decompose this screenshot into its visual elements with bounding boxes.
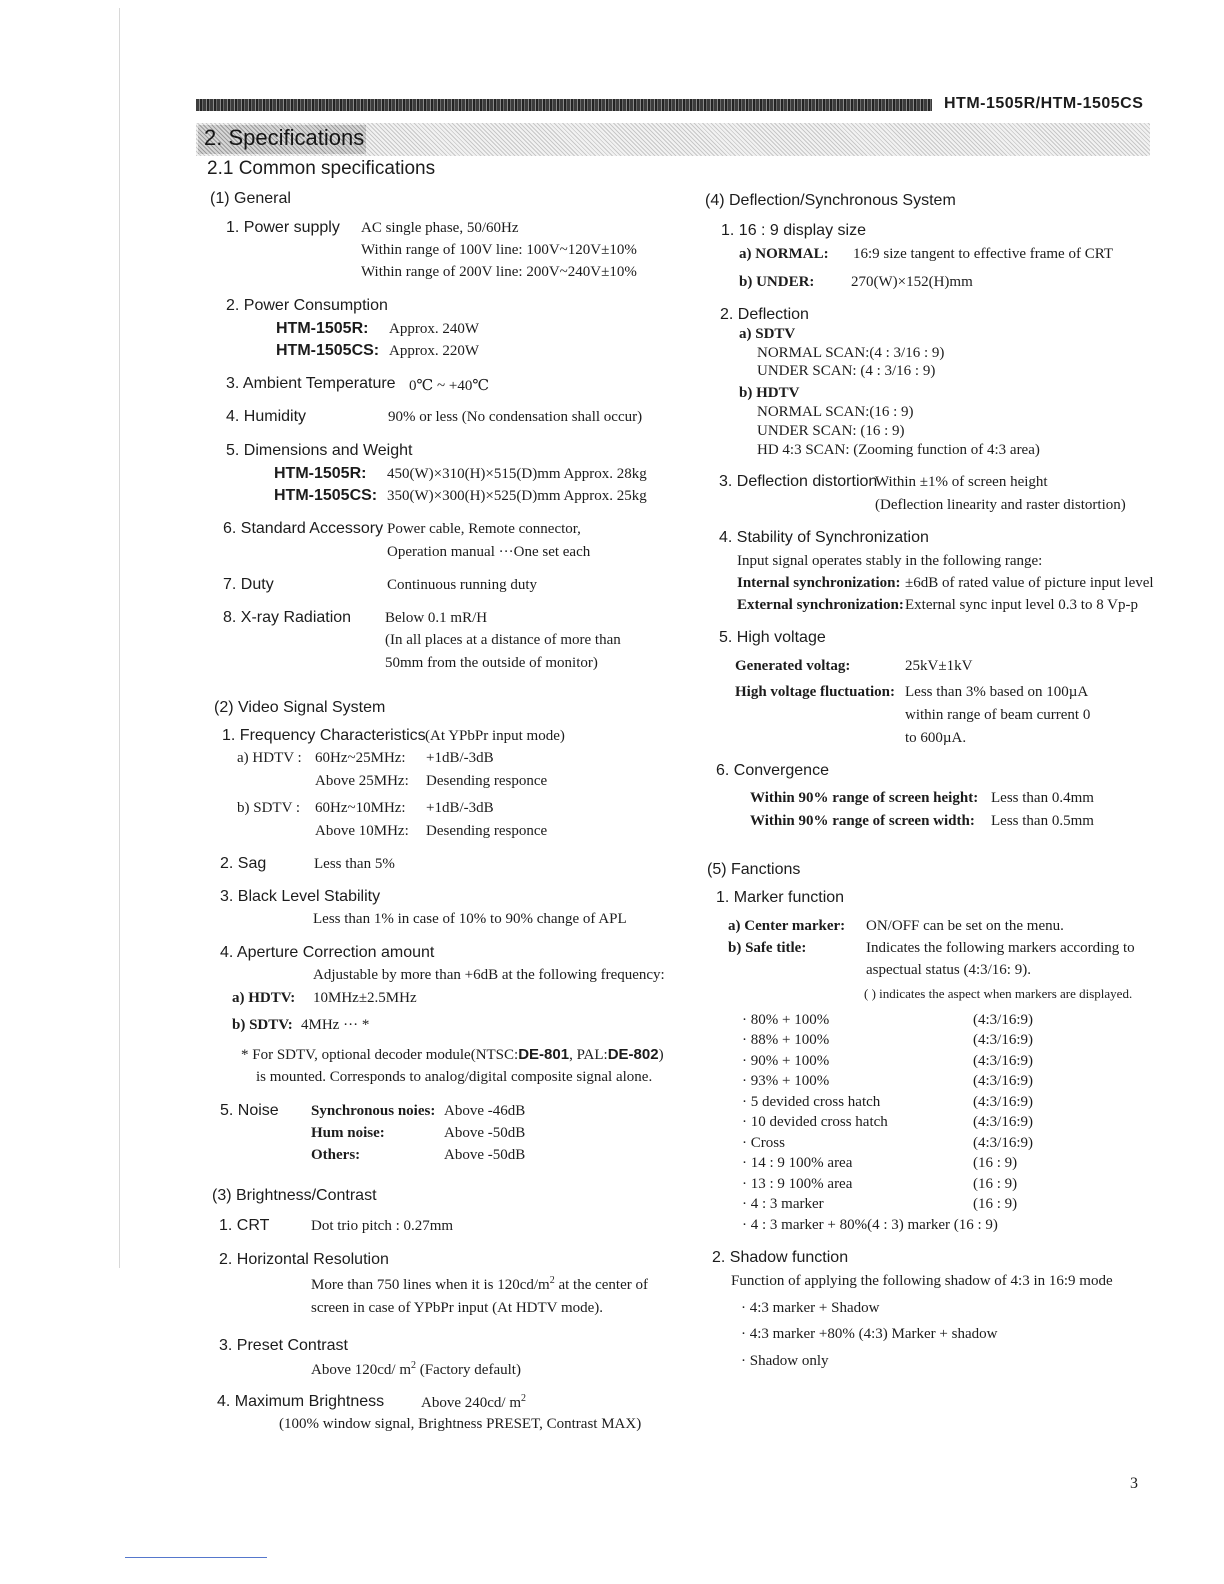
freq-sdtv-label: b) SDTV :: [237, 800, 301, 816]
freq-label: 1. Frequency Characteristics: [222, 727, 426, 744]
shadow-item-3: · Shadow only: [741, 1353, 829, 1369]
header-dark-bar: [196, 99, 932, 111]
functions-heading: (5) Fanctions: [707, 861, 801, 878]
convergence-height-value: Less than 0.4mm: [991, 790, 1094, 806]
deflection-hdtv-label: b) HDTV: [739, 385, 800, 401]
decoder-ntsc-model: DE-801: [518, 1046, 570, 1063]
power-supply-line3: Within range of 200V line: 200V~240V±10%: [361, 264, 637, 280]
xray-label: 8. X-ray Radiation: [223, 609, 352, 626]
max-brightness-text: Above 240cd/ m: [421, 1395, 521, 1411]
max-brightness-value: [421, 1393, 526, 1412]
shadow-item-2: · 4:3 marker +80% (4:3) Marker + shadow: [741, 1326, 998, 1342]
dimensions-value-r: 450(W)×310(H)×515(D)mm Approx. 28kg: [387, 466, 647, 482]
humidity-label: 4. Humidity: [226, 408, 307, 425]
scan-margin-line: [119, 8, 120, 1268]
accessory-label: 6. Standard Accessory: [223, 520, 384, 537]
model-header: HTM-1505R/HTM-1505CS: [944, 95, 1144, 112]
deflection-label: 2. Deflection: [720, 306, 809, 323]
external-sync-label: External synchronization:: [737, 597, 904, 613]
freq-sdtv-value1: +1dB/-3dB: [426, 800, 494, 816]
sag-label: 2. Sag: [220, 855, 267, 872]
humidity-value: 90% or less (No condensation shall occur): [388, 409, 643, 425]
noise-others-label: Others:: [311, 1147, 361, 1163]
power-supply-label: 1. Power supply: [226, 219, 340, 236]
generated-voltage-label: Generated voltag:: [735, 658, 851, 674]
duty-label: 7. Duty: [223, 576, 274, 593]
brightness-heading: (3) Brightness/Contrast: [212, 1187, 377, 1204]
max-brightness-label: 4. Maximum Brightness: [217, 1393, 385, 1410]
freq-sdtv-range1: 60Hz~10MHz:: [315, 800, 406, 816]
aperture-hdtv-value: 10MHz±2.5MHz: [313, 990, 417, 1006]
marker-item-name: · 88% + 100%: [742, 1032, 830, 1048]
general-heading: (1) General: [210, 190, 291, 207]
power-consumption-value-r: Approx. 240W: [389, 321, 479, 337]
black-level-label: 3. Black Level Stability: [220, 888, 381, 905]
preset-contrast-text: Above 120cd/ m: [311, 1362, 411, 1378]
marker-item-name: · 93% + 100%: [742, 1073, 830, 1089]
marker-item-name: · 10 devided cross hatch: [742, 1114, 888, 1130]
preset-contrast-tail: (Factory default): [415, 1362, 521, 1378]
section-title: 2. Specifications: [204, 125, 365, 150]
noise-others-value: Above -50dB: [444, 1147, 526, 1163]
hres-line1: [311, 1275, 648, 1294]
aperture-note-text-a: * For SDTV, optional decoder module(NTSC:: [241, 1047, 519, 1063]
shadow-function-line1: Function of applying the following shadow of 4:3 in 16:9 mode: [731, 1273, 1113, 1289]
marker-item-aspect: (4:3/16:9): [973, 1053, 1033, 1069]
marker-item-aspect: (4:3/16:9): [973, 1073, 1033, 1089]
freq-hdtv-value1: +1dB/-3dB: [426, 750, 494, 766]
freq-note: (At YPbPr input mode): [425, 728, 565, 744]
deflection-hdtv-hd43: HD 4:3 SCAN: (Zooming function of 4:3 area): [757, 442, 1040, 458]
black-level-value: Less than 1% in case of 10% to 90% change of APL: [313, 911, 627, 927]
marker-item-name: · 90% + 100%: [742, 1053, 830, 1069]
hres-line1-tail: at the center of: [554, 1277, 648, 1293]
preset-contrast-value: [311, 1360, 521, 1379]
deflection-sdtv-normal: NORMAL SCAN:(4 : 3/16 : 9): [757, 345, 945, 361]
deflection-hdtv-under: UNDER SCAN: (16 : 9): [757, 423, 905, 439]
freq-hdtv-label: a) HDTV :: [237, 750, 302, 766]
marker-item-name: · Cross: [742, 1135, 785, 1151]
deflection-hdtv-normal: NORMAL SCAN:(16 : 9): [757, 404, 914, 420]
distortion-label: 3. Deflection distortion: [719, 473, 878, 490]
noise-hum-label: Hum noise:: [311, 1125, 385, 1141]
marker-item-aspect: (4:3/16:9): [973, 1094, 1033, 1110]
convergence-width-label: Within 90% range of screen width:: [750, 813, 975, 829]
hres-line2: screen in case of YPbPr input (At HDTV mode).: [311, 1300, 604, 1316]
display-under-label: b) UNDER:: [739, 274, 815, 290]
power-consumption-label: 2. Power Consumption: [226, 297, 388, 314]
sync-stability-label: 4. Stability of Synchronization: [719, 529, 929, 546]
freq-hdtv-range2: Above 25MHz:: [315, 773, 409, 789]
generated-voltage-value: 25kV±1kV: [905, 658, 973, 674]
accessory-line1: Power cable, Remote connector,: [387, 521, 581, 537]
power-supply-line2: Within range of 100V line: 100V~120V±10%: [361, 242, 637, 258]
display-normal-label: a) NORMAL:: [739, 246, 829, 262]
crt-label: 1. CRT: [219, 1217, 270, 1234]
display-size-label: 1. 16 : 9 display size: [721, 222, 866, 239]
aperture-line1: Adjustable by more than +6dB at the following frequency:: [313, 967, 665, 983]
center-marker-value: ON/OFF can be set on the menu.: [866, 918, 1064, 934]
aperture-sdtv-label: b) SDTV:: [232, 1017, 293, 1033]
freq-sdtv-value2: Desending responce: [426, 823, 548, 839]
deflection-sdtv-label: a) SDTV: [739, 326, 796, 342]
power-consumption-value-cs: Approx. 220W: [389, 343, 479, 359]
marker-item-name: · 4 : 3 marker: [742, 1196, 824, 1212]
convergence-label: 6. Convergence: [716, 762, 829, 779]
hv-fluctuation-line3: to 600µA.: [905, 730, 967, 746]
freq-hdtv-value2: Desending responce: [426, 773, 548, 789]
ambient-temperature-label: 3. Ambient Temperature: [226, 375, 396, 392]
marker-item-last: · 4 : 3 marker + 80%(4 : 3) marker (16 : 9): [742, 1217, 998, 1233]
hres-label: 2. Horizontal Resolution: [219, 1251, 389, 1268]
accessory-line2: Operation manual ···One set each: [387, 544, 591, 560]
aperture-note-text-c: , PAL:: [569, 1047, 608, 1063]
deflection-sdtv-under: UNDER SCAN: (4 : 3/16 : 9): [757, 363, 936, 379]
power-supply-line1: AC single phase, 50/60Hz: [361, 220, 519, 236]
convergence-height-label: Within 90% range of screen height:: [750, 790, 979, 806]
footer-rule: [125, 1557, 267, 1558]
high-voltage-label: 5. High voltage: [719, 629, 826, 646]
aperture-note-line2: is mounted. Corresponds to analog/digital composite signal alone.: [256, 1069, 653, 1085]
preset-contrast-label: 3. Preset Contrast: [219, 1337, 348, 1354]
marker-function-label: 1. Marker function: [716, 889, 845, 906]
max-brightness-line2: (100% window signal, Brightness PRESET, Contrast MAX): [279, 1416, 642, 1432]
marker-item-aspect: (4:3/16:9): [973, 1012, 1033, 1028]
aperture-label: 4. Aperture Correction amount: [220, 944, 435, 961]
dimensions-model-cs: HTM-1505CS:: [274, 487, 378, 504]
page-number: 3: [1130, 1475, 1138, 1492]
marker-item-aspect: (16 : 9): [973, 1196, 1018, 1212]
hv-fluctuation-label: High voltage fluctuation:: [735, 684, 895, 700]
marker-item-name: · 5 devided cross hatch: [742, 1094, 881, 1110]
shadow-item-1: · 4:3 marker + Shadow: [741, 1300, 880, 1316]
center-marker-label: a) Center marker:: [728, 918, 846, 934]
xray-line1: Below 0.1 mR/H: [385, 610, 488, 626]
marker-item-aspect: (4:3/16:9): [973, 1032, 1033, 1048]
hres-line1-text: More than 750 lines when it is 120cd/m: [311, 1277, 550, 1293]
preset-unit-superscript: 2: [410, 1360, 416, 1371]
dimensions-model-r: HTM-1505R:: [274, 465, 367, 482]
safe-title-line2: aspectual status (4:3/16: 9).: [866, 962, 1031, 978]
power-consumption-model-cs: HTM-1505CS:: [276, 342, 380, 359]
marker-item-aspect: (4:3/16:9): [973, 1114, 1033, 1130]
marker-item-aspect: (4:3/16:9): [973, 1135, 1033, 1151]
crt-value: Dot trio pitch : 0.27mm: [311, 1218, 454, 1234]
aperture-hdtv-label: a) HDTV:: [232, 990, 296, 1006]
video-heading: (2) Video Signal System: [214, 699, 386, 716]
subsection-title: 2.1 Common specifications: [207, 158, 436, 179]
aperture-note-text-e: ): [658, 1047, 664, 1063]
noise-label: 5. Noise: [220, 1102, 279, 1119]
display-under-value: 270(W)×152(H)mm: [851, 274, 973, 290]
hv-fluctuation-line2: within range of beam current 0: [905, 707, 1091, 723]
safe-title-note: ( ) indicates the aspect when markers are displayed.: [864, 986, 1133, 1001]
hres-unit-superscript: 2: [549, 1275, 555, 1286]
freq-hdtv-range1: 60Hz~25MHz:: [315, 750, 406, 766]
distortion-line2: (Deflection linearity and raster distortion): [875, 497, 1126, 513]
external-sync-value: External sync input level 0.3 to 8 Vp-p: [905, 597, 1139, 613]
sync-stability-line1: Input signal operates stably in the following range:: [737, 553, 1043, 569]
convergence-width-value: Less than 0.5mm: [991, 813, 1094, 829]
aperture-sdtv-value: 4MHz ··· *: [301, 1017, 370, 1033]
noise-sync-value: Above -46dB: [444, 1103, 526, 1119]
internal-sync-label: Internal synchronization:: [737, 575, 901, 591]
dimensions-label: 5. Dimensions and Weight: [226, 442, 413, 459]
deflection-heading: (4) Deflection/Synchronous System: [705, 192, 956, 209]
marker-item-name: · 13 : 9 100% area: [742, 1176, 853, 1192]
power-consumption-model-r: HTM-1505R:: [276, 320, 369, 337]
marker-item-name: · 14 : 9 100% area: [742, 1155, 853, 1171]
xray-line3: 50mm from the outside of monitor): [385, 655, 598, 671]
marker-item-aspect: (16 : 9): [973, 1176, 1018, 1192]
noise-sync-label: Synchronous noies:: [311, 1103, 436, 1119]
xray-line2: (In all places at a distance of more than: [385, 632, 621, 648]
display-normal-value: 16:9 size tangent to effective frame of CRT: [853, 246, 1113, 262]
internal-sync-value: ±6dB of rated value of picture input level: [905, 575, 1154, 591]
max-brightness-superscript: 2: [520, 1393, 526, 1404]
safe-title-label: b) Safe title:: [728, 940, 807, 956]
ambient-temperature-value: 0℃ ~ +40℃: [409, 378, 490, 394]
distortion-line1: Within ±1% of screen height: [875, 474, 1048, 490]
freq-sdtv-range2: Above 10MHz:: [315, 823, 409, 839]
marker-item-name: · 80% + 100%: [742, 1012, 830, 1028]
decoder-pal-model: DE-802: [607, 1046, 659, 1063]
hv-fluctuation-line1: Less than 3% based on 100µA: [905, 684, 1089, 700]
duty-value: Continuous running duty: [387, 577, 538, 593]
aperture-note-line1: [241, 1046, 664, 1064]
dimensions-value-cs: 350(W)×300(H)×525(D)mm Approx. 25kg: [387, 488, 647, 504]
safe-title-line1: Indicates the following markers according to: [866, 940, 1135, 956]
shadow-function-label: 2. Shadow function: [712, 1249, 849, 1266]
sag-value: Less than 5%: [314, 856, 395, 872]
marker-item-aspect: (16 : 9): [973, 1155, 1018, 1171]
noise-hum-value: Above -50dB: [444, 1125, 526, 1141]
